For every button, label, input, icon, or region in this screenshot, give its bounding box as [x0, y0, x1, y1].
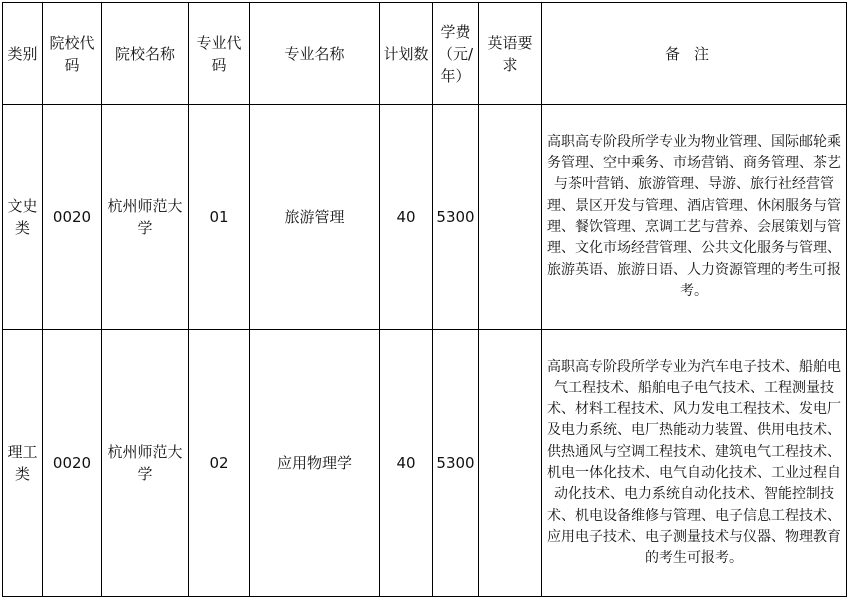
cell-major-code: 02: [189, 330, 250, 597]
cell-major-name: 旅游管理: [250, 105, 380, 330]
cell-plan: 40: [380, 105, 433, 330]
header-english: 英语要求: [479, 3, 542, 105]
header-row: [3, 3, 847, 105]
cell-english: [479, 105, 542, 330]
header-remarks: 备注: [542, 3, 847, 105]
table-row: [3, 105, 847, 330]
header-school-code: 院校代码: [43, 3, 102, 105]
cell-major-name: 应用物理学: [250, 330, 380, 597]
cell-school-name: 杭州师范大学: [102, 105, 189, 330]
cell-remarks: 高职高专阶段所学专业为物业管理、国际邮轮乘务管理、空中乘务、市场营销、商务管理、茶艺与茶叶营销、旅游管理、导游、旅行社经营管理、景区开发与管理、酒店管理、休闲服务与管理、餐饮管理、烹调工艺与营养、会展策划与管理、文化市场经营管理、公共文化服务与管理、旅游英语、旅游日语、人力资源管理的考生可报考。: [542, 105, 847, 330]
header-plan: 计划数: [380, 3, 433, 105]
cell-tuition: 5300: [433, 105, 479, 330]
header-major-code: 专业代码: [189, 3, 250, 105]
header-major-name: 专业名称: [250, 3, 380, 105]
admission-table: [2, 2, 847, 597]
header-tuition: 学费（元/年）: [433, 3, 479, 105]
cell-school-name: 杭州师范大学: [102, 330, 189, 597]
cell-category: 文史类: [3, 105, 43, 330]
cell-school-code: 0020: [43, 105, 102, 330]
cell-remarks: 高职高专阶段所学专业为汽车电子技术、船舶电气工程技术、船舶电子电气技术、工程测量技术、材料工程技术、风力发电工程技术、发电厂及电力系统、电厂热能动力装置、供用电技术、供热通风与空调工程技术、建筑电气工程技术、机电一体化技术、电气自动化技术、工业过程自动化技术、电力系统自动化技术、智能控制技术、机电设备维修与管理、电子信息工程技术、应用电子技术、电子测量技术与仪器、物理教育的考生可报考。: [542, 330, 847, 597]
cell-school-code: 0020: [43, 330, 102, 597]
cell-english: [479, 330, 542, 597]
table-row: [3, 330, 847, 597]
cell-plan: 40: [380, 330, 433, 597]
header-category: 类别: [3, 3, 43, 105]
cell-category: 理工类: [3, 330, 43, 597]
cell-major-code: 01: [189, 105, 250, 330]
header-school-name: 院校名称: [102, 3, 189, 105]
cell-tuition: 5300: [433, 330, 479, 597]
